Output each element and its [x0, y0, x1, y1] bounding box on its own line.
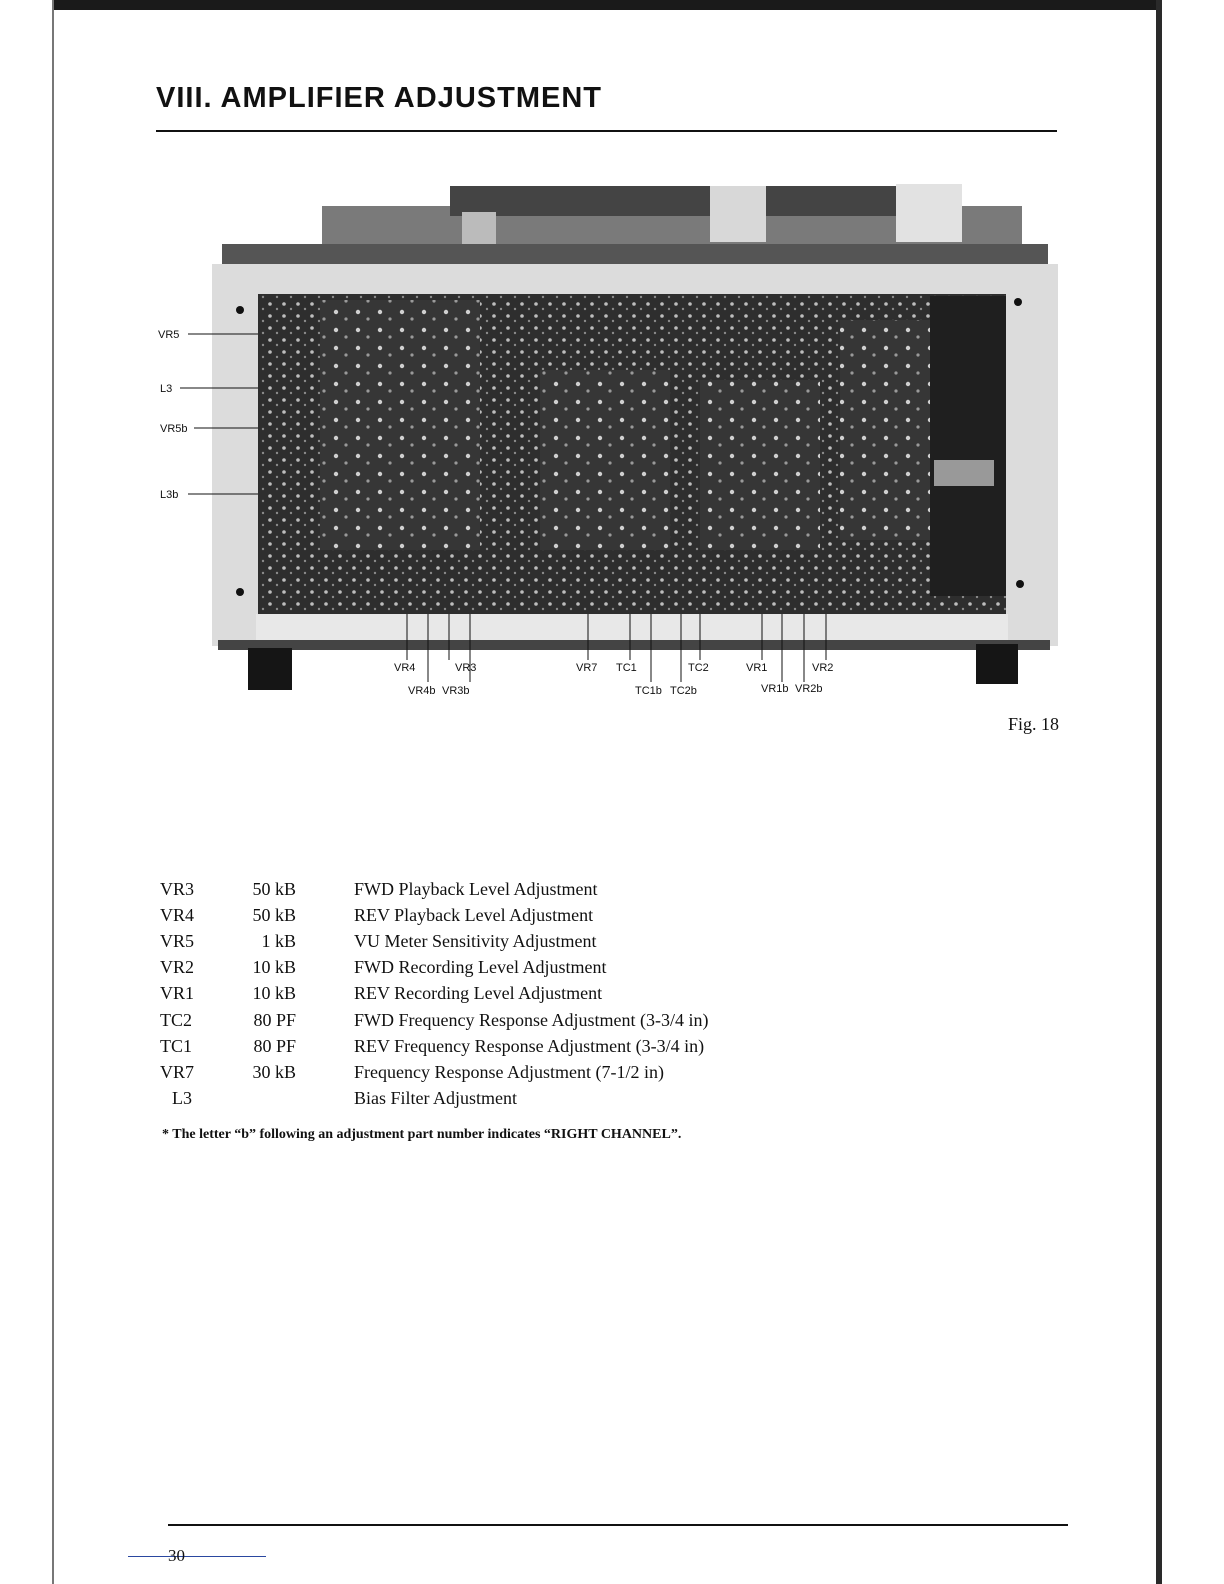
description-cell: FWD Frequency Response Adjustment (3-3/4 in): [354, 1009, 709, 1030]
top-plate: [450, 186, 930, 216]
value-cell: 80 PF: [253, 1009, 296, 1030]
table-row: [160, 981, 708, 1007]
table-row: [160, 876, 708, 902]
part-cell: VR7: [160, 1061, 195, 1082]
chassis-top-edge: [222, 244, 1048, 266]
callout-label: L3b: [160, 489, 179, 501]
part-cell: VR5: [160, 930, 195, 951]
figure-caption: Fig. 18: [1008, 714, 1060, 734]
board-right-panel: [930, 296, 1006, 596]
page-number: 30: [168, 1546, 185, 1565]
callout-label: VR1b: [761, 683, 789, 695]
part-cell: TC2: [160, 1009, 193, 1030]
board-section-2: [540, 370, 670, 550]
callout-label: VR2: [812, 662, 834, 674]
table-row: [160, 928, 708, 954]
callout-label: VR3: [455, 662, 477, 674]
part-cell: VR4: [160, 904, 195, 925]
value-cell: 50 kB: [252, 878, 296, 899]
value-cell: 30 kB: [252, 1061, 296, 1082]
callout-label: VR3b: [442, 685, 470, 697]
board-section-1: [320, 300, 480, 550]
screw: [1016, 580, 1024, 588]
footnote: * The letter “b” following an adjustment part number indicates “RIGHT CHANNEL”.: [162, 1127, 682, 1142]
description-cell: VU Meter Sensitivity Adjustment: [354, 930, 597, 951]
callout-label: TC1b: [635, 685, 662, 697]
footer-rule: [168, 1524, 1068, 1526]
callout-label: TC2: [688, 662, 709, 674]
table-row: [160, 1059, 708, 1085]
value-cell: 1 kB: [261, 930, 296, 951]
top-knob: [462, 212, 496, 246]
foot-right: [976, 644, 1018, 684]
callout-label: VR4b: [408, 685, 436, 697]
callout-label: TC1: [616, 662, 637, 674]
part-cell: VR1: [160, 983, 195, 1004]
table-row: [160, 1007, 708, 1033]
part-cell: VR2: [160, 957, 195, 978]
board-component: [934, 460, 994, 486]
table-row: [160, 955, 708, 981]
description-cell: Frequency Response Adjustment (7-1/2 in): [354, 1061, 664, 1082]
callout-label: VR1: [746, 662, 768, 674]
callout-label: VR2b: [795, 683, 823, 695]
description-cell: REV Frequency Response Adjustment (3-3/4 in): [354, 1035, 705, 1056]
part-cell: TC1: [160, 1035, 193, 1056]
callout-label: VR4: [394, 662, 416, 674]
foot-left: [248, 648, 292, 690]
value-cell: 10 kB: [252, 957, 296, 978]
amplifier-board-photo: [0, 0, 1224, 760]
part-cell: L3: [172, 1088, 192, 1109]
reel-hub-right: [896, 184, 962, 242]
page-number-underline: [128, 1556, 266, 1557]
callout-label: VR7: [576, 662, 598, 674]
screw: [1014, 298, 1022, 306]
description-cell: Bias Filter Adjustment: [354, 1088, 518, 1109]
part-cell: VR3: [160, 878, 195, 899]
value-cell: 10 kB: [252, 983, 296, 1004]
section-title: VIII. AMPLIFIER ADJUSTMENT: [156, 82, 602, 114]
reel-hub-left: [710, 186, 766, 242]
table-row: [160, 1033, 708, 1059]
description-cell: REV Recording Level Adjustment: [354, 983, 603, 1004]
adjustment-table: [160, 876, 708, 1112]
table-row: [160, 1086, 708, 1112]
screw: [236, 306, 244, 314]
description-cell: FWD Recording Level Adjustment: [354, 957, 607, 978]
callout-label: VR5: [158, 329, 180, 341]
value-cell: 80 PF: [253, 1035, 296, 1056]
chassis-bottom-rail: [256, 614, 1008, 644]
description-cell: FWD Playback Level Adjustment: [354, 878, 598, 899]
callout-label: TC2b: [670, 685, 697, 697]
board-section-4: [840, 320, 930, 540]
callout-label: L3: [160, 383, 173, 395]
value-cell: [250, 1086, 354, 1112]
chassis-base: [218, 640, 1050, 650]
callout-label: VR5b: [160, 423, 188, 435]
value-cell: 50 kB: [252, 904, 296, 925]
table-row: [160, 902, 708, 928]
description-cell: REV Playback Level Adjustment: [354, 904, 594, 925]
board-section-3: [700, 380, 820, 550]
screw: [236, 588, 244, 596]
